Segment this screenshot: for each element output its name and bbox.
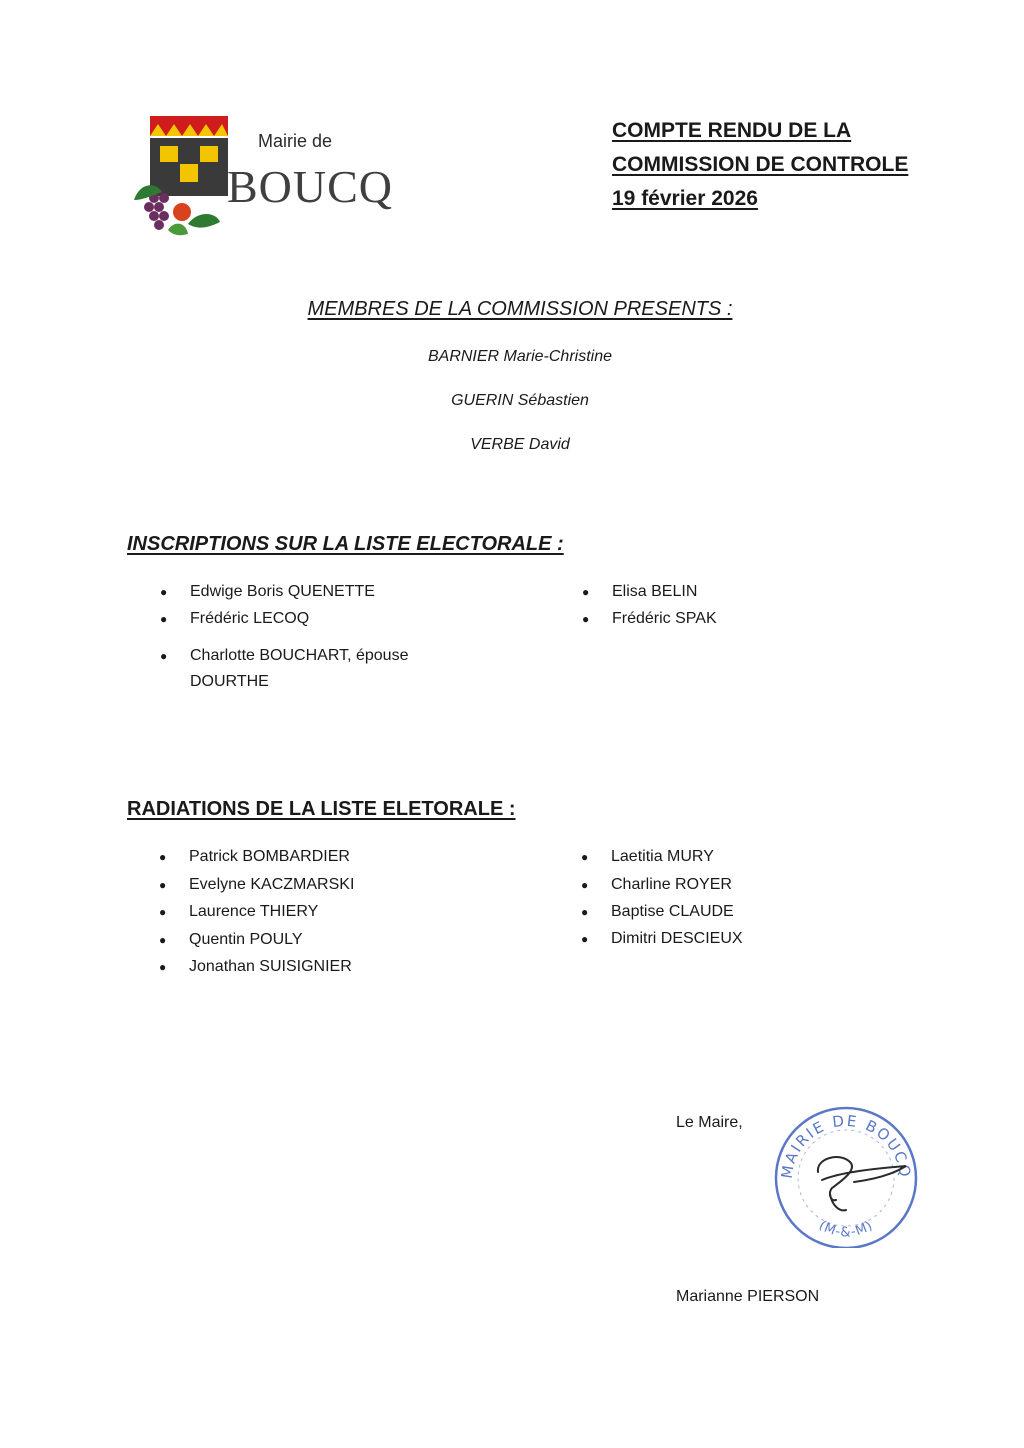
member-name: GUERIN Sébastien <box>451 392 589 409</box>
bullet-icon <box>159 899 166 925</box>
list-item: ● Jonathan SUISIGNIER <box>189 954 352 980</box>
bullet-icon <box>581 872 588 898</box>
bullet-icon <box>159 844 166 870</box>
signer-name: Marianne PIERSON <box>676 1288 820 1305</box>
bullet-icon <box>160 643 167 669</box>
logo-text-mairie: Mairie de <box>258 131 333 151</box>
logo-text-boucq: BOUCQ <box>227 161 394 212</box>
list-item: ● Elisa BELIN <box>612 579 697 605</box>
bullet-icon <box>582 579 589 605</box>
svg-text:(M-&-M): (M-&-M) <box>815 1218 877 1241</box>
title-date: 19 février 2026 <box>612 187 758 210</box>
list-item: ● Charlotte BOUCHART, épouse DOURTHE <box>190 643 440 695</box>
list-item: ● Laurence THIERY <box>189 899 318 925</box>
logo-grapes <box>144 193 169 230</box>
svg-text:MAIRIE DE BOUCQ: MAIRIE DE BOUCQ <box>777 1111 915 1180</box>
list-item: ● Patrick BOMBARDIER <box>189 844 350 870</box>
list-item: ● Baptise CLAUDE <box>611 899 734 925</box>
list-item: ● Quentin POULY <box>189 927 303 953</box>
list-item: ● Charline ROYER <box>611 872 732 898</box>
list-item: ● Edwige Boris QUENETTE <box>190 579 375 605</box>
document-title <box>612 114 952 216</box>
bullet-icon <box>581 844 588 870</box>
bullet-icon <box>581 899 588 925</box>
members-heading: MEMBRES DE LA COMMISSION PRESENTS : <box>307 298 733 320</box>
list-item: ● Frédéric SPAK <box>612 606 717 632</box>
bullet-icon <box>159 872 166 898</box>
title-line-1: COMPTE RENDU DE LA <box>612 119 852 142</box>
member-name: VERBE David <box>470 436 570 453</box>
bullet-icon <box>159 927 166 953</box>
bullet-icon <box>160 579 167 605</box>
bullet-icon <box>159 954 166 980</box>
logo-fruit <box>173 203 191 221</box>
mairie-stamp <box>770 1102 922 1248</box>
signature-scribble <box>818 1157 906 1210</box>
bullet-icon <box>581 926 588 952</box>
title-line-2: COMMISSION DE CONTROLE <box>612 153 909 176</box>
list-item: ● Laetitia MURY <box>611 844 714 870</box>
list-item: ● Dimitri DESCIEUX <box>611 926 743 952</box>
signature-label: Le Maire, <box>676 1114 743 1131</box>
list-item: ● Evelyne KACZMARSKI <box>189 872 354 898</box>
list-item: ● Frédéric LECOQ <box>190 606 309 632</box>
inscriptions-heading: INSCRIPTIONS SUR LA LISTE ELECTORALE : <box>127 533 564 555</box>
bullet-icon <box>582 606 589 632</box>
radiations-heading: RADIATIONS DE LA LISTE ELETORALE : <box>127 798 516 820</box>
member-name: BARNIER Marie-Christine <box>427 348 613 365</box>
bullet-icon <box>160 606 167 632</box>
